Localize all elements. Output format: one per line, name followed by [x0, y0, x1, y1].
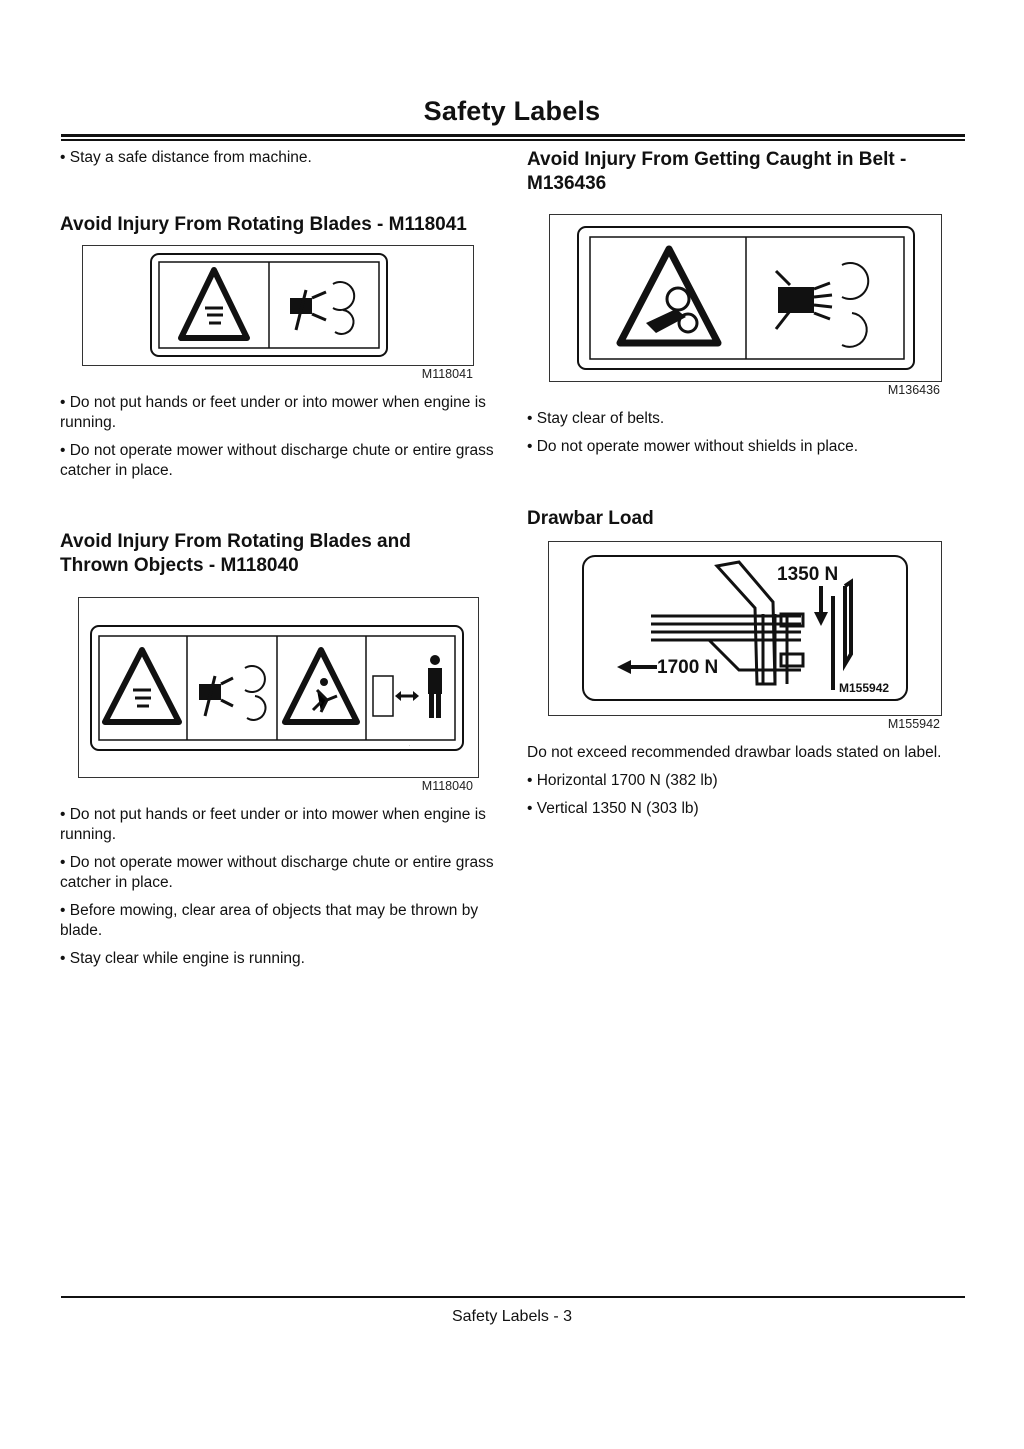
- bullet-item: • Do not put hands or feet under or into mower when engine is running.: [60, 394, 486, 431]
- bullet-item: • Horizontal 1700 N (382 lb): [527, 772, 718, 789]
- header-rule-thin: [61, 139, 965, 141]
- bullet-item: • Stay clear of belts.: [527, 410, 665, 427]
- hand-and-blade-icon: [199, 666, 265, 720]
- warning-triangle-icon: [620, 249, 718, 343]
- drawbar-load-decal: [549, 542, 940, 714]
- bullet-item: • Before mowing, clear area of objects that may be thrown by blade.: [60, 902, 479, 939]
- label-image-m118040: [78, 597, 479, 778]
- label-code: M155942: [887, 717, 940, 731]
- thrown-objects-decal: [79, 598, 477, 776]
- section-heading-drawbar-load: Drawbar Load: [527, 508, 654, 529]
- warning-triangle-icon: [181, 270, 247, 338]
- horizontal-load-value: 1700 N: [657, 657, 719, 678]
- section-heading-m136436: [527, 148, 947, 196]
- page-title: Safety Labels: [423, 96, 601, 126]
- label-image-m155942: [548, 541, 942, 716]
- heading-line: M136436: [527, 173, 607, 194]
- label-code: M136436: [887, 383, 940, 397]
- keep-distance-icon: [373, 655, 442, 718]
- label-image-m118041: [82, 245, 474, 366]
- bullet-item: • Do not operate mower without discharge chute or entire grass catcher in place.: [60, 442, 494, 479]
- drawbar-paragraph: Do not exceed recommended drawbar loads stated on label.: [527, 744, 942, 761]
- svg-text:·: ·: [409, 743, 411, 748]
- warning-triangle-icon: [105, 650, 179, 722]
- belt-entanglement-decal: [550, 215, 940, 380]
- heading-line: Avoid Injury From Getting Caught in Belt -: [527, 149, 907, 170]
- heading-line: Avoid Injury From Rotating Blades and: [60, 531, 411, 552]
- left-column: [60, 148, 500, 977]
- page-footer: Safety Labels - 3: [451, 1308, 573, 1325]
- bullet-item: • Vertical 1350 N (303 lb): [527, 800, 699, 817]
- rotating-blades-decal: [83, 246, 472, 364]
- heading-line: Thrown Objects - M118040: [60, 555, 299, 576]
- horizontal-load-arrow-icon: [617, 660, 657, 674]
- hand-and-blade-icon: [290, 282, 354, 334]
- bullet-item: • Stay clear while engine is running.: [60, 950, 305, 967]
- label-code: M118040: [421, 779, 473, 793]
- bullet-item: • Do not operate mower without shields in place.: [527, 438, 859, 455]
- bullet-item: • Do not put hands or feet under or into mower when engine is running.: [60, 806, 486, 843]
- section-heading-m118040: [60, 530, 500, 578]
- section-heading-m118041: Avoid Injury From Rotating Blades - M118041: [60, 214, 467, 235]
- header-rule: [61, 134, 965, 137]
- vertical-load-arrow-icon: [814, 586, 828, 626]
- thrown-object-warning-icon: [285, 650, 357, 722]
- vertical-load-value: 1350 N: [777, 564, 839, 585]
- bullet-item: • Do not operate mower without discharge chute or entire grass catcher in place.: [60, 854, 494, 891]
- footer-rule: [61, 1296, 965, 1298]
- label-image-m136436: [549, 214, 942, 382]
- hand-and-belt-icon: [776, 263, 868, 347]
- right-column: [527, 148, 947, 827]
- decal-code: M155942: [839, 681, 890, 695]
- intro-bullet: • Stay a safe distance from machine.: [60, 149, 312, 166]
- label-code: M118041: [421, 367, 473, 381]
